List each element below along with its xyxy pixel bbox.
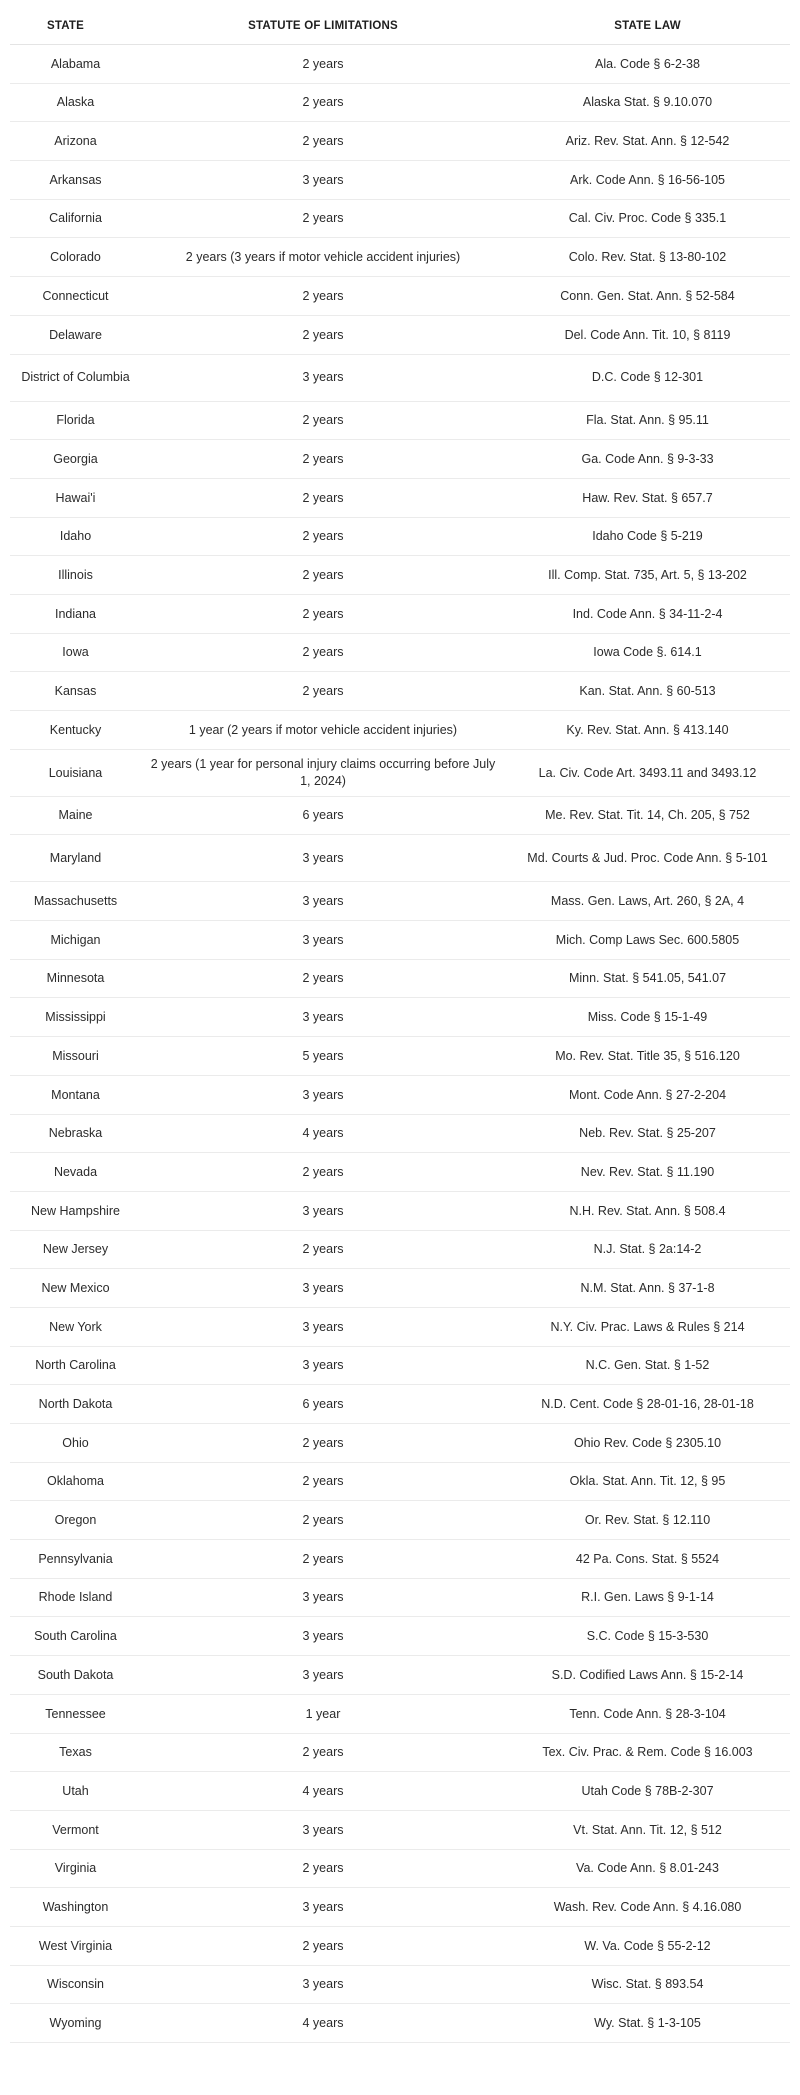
statute-cell: 2 years (3 years if motor vehicle accident injuries): [141, 238, 505, 277]
table-row: [10, 633, 790, 672]
table-row: [10, 796, 790, 835]
statute-cell: 2 years: [141, 440, 505, 479]
law-cell: 42 Pa. Cons. Stat. § 5524: [505, 1540, 790, 1579]
law-cell: Mont. Code Ann. § 27-2-204: [505, 1075, 790, 1114]
table-row: [10, 749, 790, 796]
table-row: [10, 1540, 790, 1579]
table-row: [10, 921, 790, 960]
law-cell: S.C. Code § 15-3-530: [505, 1617, 790, 1656]
table-row: [10, 1385, 790, 1424]
state-cell: New Mexico: [10, 1269, 141, 1308]
law-cell: Nev. Rev. Stat. § 11.190: [505, 1153, 790, 1192]
state-cell: Colorado: [10, 238, 141, 277]
statute-of-limitations-table: [10, 8, 790, 2043]
state-cell: North Dakota: [10, 1385, 141, 1424]
statute-cell: 4 years: [141, 1114, 505, 1153]
state-cell: Illinois: [10, 556, 141, 595]
state-cell: Utah: [10, 1772, 141, 1811]
law-cell: Wy. Stat. § 1-3-105: [505, 2004, 790, 2043]
statute-cell: 2 years: [141, 517, 505, 556]
table-row: [10, 1810, 790, 1849]
table-body: [10, 45, 790, 2043]
statute-cell: 3 years: [141, 1656, 505, 1695]
state-cell: Kentucky: [10, 711, 141, 750]
state-cell: Alaska: [10, 83, 141, 122]
statute-cell: 2 years: [141, 1849, 505, 1888]
table-row: [10, 594, 790, 633]
law-cell: Mass. Gen. Laws, Art. 260, § 2A, 4: [505, 882, 790, 921]
law-cell: N.M. Stat. Ann. § 37-1-8: [505, 1269, 790, 1308]
statute-cell: 2 years: [141, 1153, 505, 1192]
table-row: [10, 401, 790, 440]
state-cell: Kansas: [10, 672, 141, 711]
law-cell: N.D. Cent. Code § 28-01-16, 28-01-18: [505, 1385, 790, 1424]
state-cell: Hawai'i: [10, 478, 141, 517]
table-row: [10, 1075, 790, 1114]
state-cell: Ohio: [10, 1424, 141, 1463]
law-cell: Cal. Civ. Proc. Code § 335.1: [505, 199, 790, 238]
table-row: [10, 1269, 790, 1308]
table-row: [10, 45, 790, 84]
state-cell: Minnesota: [10, 959, 141, 998]
state-cell: Missouri: [10, 1037, 141, 1076]
statute-cell: 3 years: [141, 998, 505, 1037]
statute-cell: 3 years: [141, 835, 505, 882]
statute-cell: 3 years: [141, 1269, 505, 1308]
law-cell: N.Y. Civ. Prac. Laws & Rules § 214: [505, 1307, 790, 1346]
state-cell: Wisconsin: [10, 1965, 141, 2004]
law-cell: Va. Code Ann. § 8.01-243: [505, 1849, 790, 1888]
table-row: [10, 1888, 790, 1927]
law-cell: Me. Rev. Stat. Tit. 14, Ch. 205, § 752: [505, 796, 790, 835]
law-cell: N.C. Gen. Stat. § 1-52: [505, 1346, 790, 1385]
table-row: [10, 161, 790, 200]
statute-cell: 2 years: [141, 1462, 505, 1501]
law-cell: Okla. Stat. Ann. Tit. 12, § 95: [505, 1462, 790, 1501]
state-cell: Pennsylvania: [10, 1540, 141, 1579]
state-cell: Louisiana: [10, 749, 141, 796]
table-row: [10, 1462, 790, 1501]
table-row: [10, 1849, 790, 1888]
state-cell: California: [10, 199, 141, 238]
state-cell: Oregon: [10, 1501, 141, 1540]
table-row: [10, 2004, 790, 2043]
law-cell: Kan. Stat. Ann. § 60-513: [505, 672, 790, 711]
table-row: [10, 354, 790, 401]
state-cell: Alabama: [10, 45, 141, 84]
statute-cell: 2 years: [141, 1733, 505, 1772]
state-cell: Georgia: [10, 440, 141, 479]
state-cell: South Dakota: [10, 1656, 141, 1695]
law-cell: Fla. Stat. Ann. § 95.11: [505, 401, 790, 440]
law-cell: Conn. Gen. Stat. Ann. § 52-584: [505, 277, 790, 316]
state-cell: Mississippi: [10, 998, 141, 1037]
statute-cell: 3 years: [141, 354, 505, 401]
statute-cell: 3 years: [141, 1888, 505, 1927]
statute-cell: 3 years: [141, 882, 505, 921]
law-cell: Md. Courts & Jud. Proc. Code Ann. § 5-101: [505, 835, 790, 882]
statute-cell: 2 years: [141, 594, 505, 633]
table-row: [10, 1926, 790, 1965]
table-row: [10, 440, 790, 479]
statute-cell: 1 year: [141, 1694, 505, 1733]
table-row: [10, 998, 790, 1037]
statute-cell: 2 years (1 year for personal injury claims occurring before July 1, 2024): [141, 749, 505, 796]
statute-cell: 3 years: [141, 1810, 505, 1849]
statute-cell: 2 years: [141, 959, 505, 998]
table-row: [10, 277, 790, 316]
state-cell: Nevada: [10, 1153, 141, 1192]
law-cell: Vt. Stat. Ann. Tit. 12, § 512: [505, 1810, 790, 1849]
statute-cell: 2 years: [141, 1540, 505, 1579]
state-cell: Vermont: [10, 1810, 141, 1849]
table-row: [10, 1694, 790, 1733]
statute-cell: 2 years: [141, 401, 505, 440]
statute-cell: 2 years: [141, 672, 505, 711]
law-cell: N.J. Stat. § 2a:14-2: [505, 1230, 790, 1269]
statute-cell: 3 years: [141, 1346, 505, 1385]
law-cell: Utah Code § 78B-2-307: [505, 1772, 790, 1811]
law-cell: Haw. Rev. Stat. § 657.7: [505, 478, 790, 517]
state-cell: New Hampshire: [10, 1191, 141, 1230]
statute-cell: 4 years: [141, 2004, 505, 2043]
law-cell: Iowa Code §. 614.1: [505, 633, 790, 672]
table-row: [10, 1114, 790, 1153]
statute-cell: 1 year (2 years if motor vehicle accident injuries): [141, 711, 505, 750]
law-cell: Wisc. Stat. § 893.54: [505, 1965, 790, 2004]
table-row: [10, 672, 790, 711]
column-header-state: STATE: [10, 8, 141, 45]
law-cell: Ala. Code § 6-2-38: [505, 45, 790, 84]
statute-cell: 3 years: [141, 1617, 505, 1656]
statute-cell: 2 years: [141, 478, 505, 517]
state-cell: Texas: [10, 1733, 141, 1772]
state-cell: Iowa: [10, 633, 141, 672]
state-cell: Wyoming: [10, 2004, 141, 2043]
table-row: [10, 835, 790, 882]
law-cell: Tex. Civ. Prac. & Rem. Code § 16.003: [505, 1733, 790, 1772]
state-cell: South Carolina: [10, 1617, 141, 1656]
statute-cell: 2 years: [141, 1926, 505, 1965]
header-row: [10, 8, 790, 45]
column-header-statute: STATUTE OF LIMITATIONS: [141, 8, 505, 45]
table-row: [10, 83, 790, 122]
law-cell: Mich. Comp Laws Sec. 600.5805: [505, 921, 790, 960]
law-cell: Idaho Code § 5-219: [505, 517, 790, 556]
state-cell: Delaware: [10, 315, 141, 354]
statute-cell: 3 years: [141, 1075, 505, 1114]
statute-cell: 2 years: [141, 633, 505, 672]
statute-cell: 2 years: [141, 45, 505, 84]
state-cell: Montana: [10, 1075, 141, 1114]
table-row: [10, 882, 790, 921]
state-cell: Maine: [10, 796, 141, 835]
law-cell: S.D. Codified Laws Ann. § 15-2-14: [505, 1656, 790, 1695]
state-cell: Massachusetts: [10, 882, 141, 921]
table-row: [10, 1656, 790, 1695]
statute-cell: 3 years: [141, 1965, 505, 2004]
table-row: [10, 478, 790, 517]
table-row: [10, 1965, 790, 2004]
law-cell: Alaska Stat. § 9.10.070: [505, 83, 790, 122]
state-cell: New Jersey: [10, 1230, 141, 1269]
table-row: [10, 1578, 790, 1617]
table-row: [10, 122, 790, 161]
state-cell: Washington: [10, 1888, 141, 1927]
table-row: [10, 238, 790, 277]
statute-cell: 2 years: [141, 1501, 505, 1540]
statute-cell: 2 years: [141, 1424, 505, 1463]
statute-cell: 6 years: [141, 1385, 505, 1424]
statute-cell: 2 years: [141, 83, 505, 122]
table-row: [10, 1307, 790, 1346]
table-row: [10, 1772, 790, 1811]
law-cell: Wash. Rev. Code Ann. § 4.16.080: [505, 1888, 790, 1927]
law-cell: La. Civ. Code Art. 3493.11 and 3493.12: [505, 749, 790, 796]
law-cell: Ind. Code Ann. § 34-11-2-4: [505, 594, 790, 633]
statute-cell: 2 years: [141, 315, 505, 354]
table-row: [10, 517, 790, 556]
law-cell: Or. Rev. Stat. § 12.110: [505, 1501, 790, 1540]
law-cell: Miss. Code § 15-1-49: [505, 998, 790, 1037]
law-cell: Neb. Rev. Stat. § 25-207: [505, 1114, 790, 1153]
table-row: [10, 1617, 790, 1656]
statute-cell: 3 years: [141, 1307, 505, 1346]
statute-cell: 2 years: [141, 199, 505, 238]
state-cell: New York: [10, 1307, 141, 1346]
state-cell: North Carolina: [10, 1346, 141, 1385]
state-cell: Arkansas: [10, 161, 141, 200]
state-cell: West Virginia: [10, 1926, 141, 1965]
table-row: [10, 556, 790, 595]
law-cell: R.I. Gen. Laws § 9-1-14: [505, 1578, 790, 1617]
law-cell: Tenn. Code Ann. § 28-3-104: [505, 1694, 790, 1733]
law-cell: Ga. Code Ann. § 9-3-33: [505, 440, 790, 479]
law-cell: N.H. Rev. Stat. Ann. § 508.4: [505, 1191, 790, 1230]
table-row: [10, 1733, 790, 1772]
state-cell: Rhode Island: [10, 1578, 141, 1617]
table-row: [10, 1501, 790, 1540]
statute-cell: 3 years: [141, 921, 505, 960]
table-row: [10, 1153, 790, 1192]
table-row: [10, 1424, 790, 1463]
state-cell: Tennessee: [10, 1694, 141, 1733]
statute-cell: 2 years: [141, 556, 505, 595]
table-row: [10, 315, 790, 354]
law-cell: D.C. Code § 12-301: [505, 354, 790, 401]
state-cell: Indiana: [10, 594, 141, 633]
column-header-law: STATE LAW: [505, 8, 790, 45]
state-cell: District of Columbia: [10, 354, 141, 401]
statute-cell: 3 years: [141, 1191, 505, 1230]
state-cell: Arizona: [10, 122, 141, 161]
law-cell: W. Va. Code § 55-2-12: [505, 1926, 790, 1965]
state-cell: Florida: [10, 401, 141, 440]
law-cell: Ill. Comp. Stat. 735, Art. 5, § 13-202: [505, 556, 790, 595]
law-cell: Mo. Rev. Stat. Title 35, § 516.120: [505, 1037, 790, 1076]
state-cell: Nebraska: [10, 1114, 141, 1153]
state-cell: Maryland: [10, 835, 141, 882]
table-row: [10, 1191, 790, 1230]
table-row: [10, 1346, 790, 1385]
statute-cell: 2 years: [141, 122, 505, 161]
law-cell: Del. Code Ann. Tit. 10, § 8119: [505, 315, 790, 354]
law-cell: Ark. Code Ann. § 16-56-105: [505, 161, 790, 200]
statute-cell: 2 years: [141, 1230, 505, 1269]
table-row: [10, 199, 790, 238]
law-cell: Ky. Rev. Stat. Ann. § 413.140: [505, 711, 790, 750]
table-row: [10, 1230, 790, 1269]
statute-cell: 3 years: [141, 1578, 505, 1617]
table-row: [10, 959, 790, 998]
table-row: [10, 1037, 790, 1076]
statute-table-container: [10, 8, 790, 2043]
law-cell: Minn. Stat. § 541.05, 541.07: [505, 959, 790, 998]
statute-cell: 6 years: [141, 796, 505, 835]
statute-cell: 4 years: [141, 1772, 505, 1811]
table-header: [10, 8, 790, 45]
law-cell: Ohio Rev. Code § 2305.10: [505, 1424, 790, 1463]
state-cell: Oklahoma: [10, 1462, 141, 1501]
table-row: [10, 711, 790, 750]
law-cell: Colo. Rev. Stat. § 13-80-102: [505, 238, 790, 277]
state-cell: Michigan: [10, 921, 141, 960]
statute-cell: 2 years: [141, 277, 505, 316]
statute-cell: 3 years: [141, 161, 505, 200]
state-cell: Idaho: [10, 517, 141, 556]
statute-cell: 5 years: [141, 1037, 505, 1076]
state-cell: Virginia: [10, 1849, 141, 1888]
state-cell: Connecticut: [10, 277, 141, 316]
law-cell: Ariz. Rev. Stat. Ann. § 12-542: [505, 122, 790, 161]
